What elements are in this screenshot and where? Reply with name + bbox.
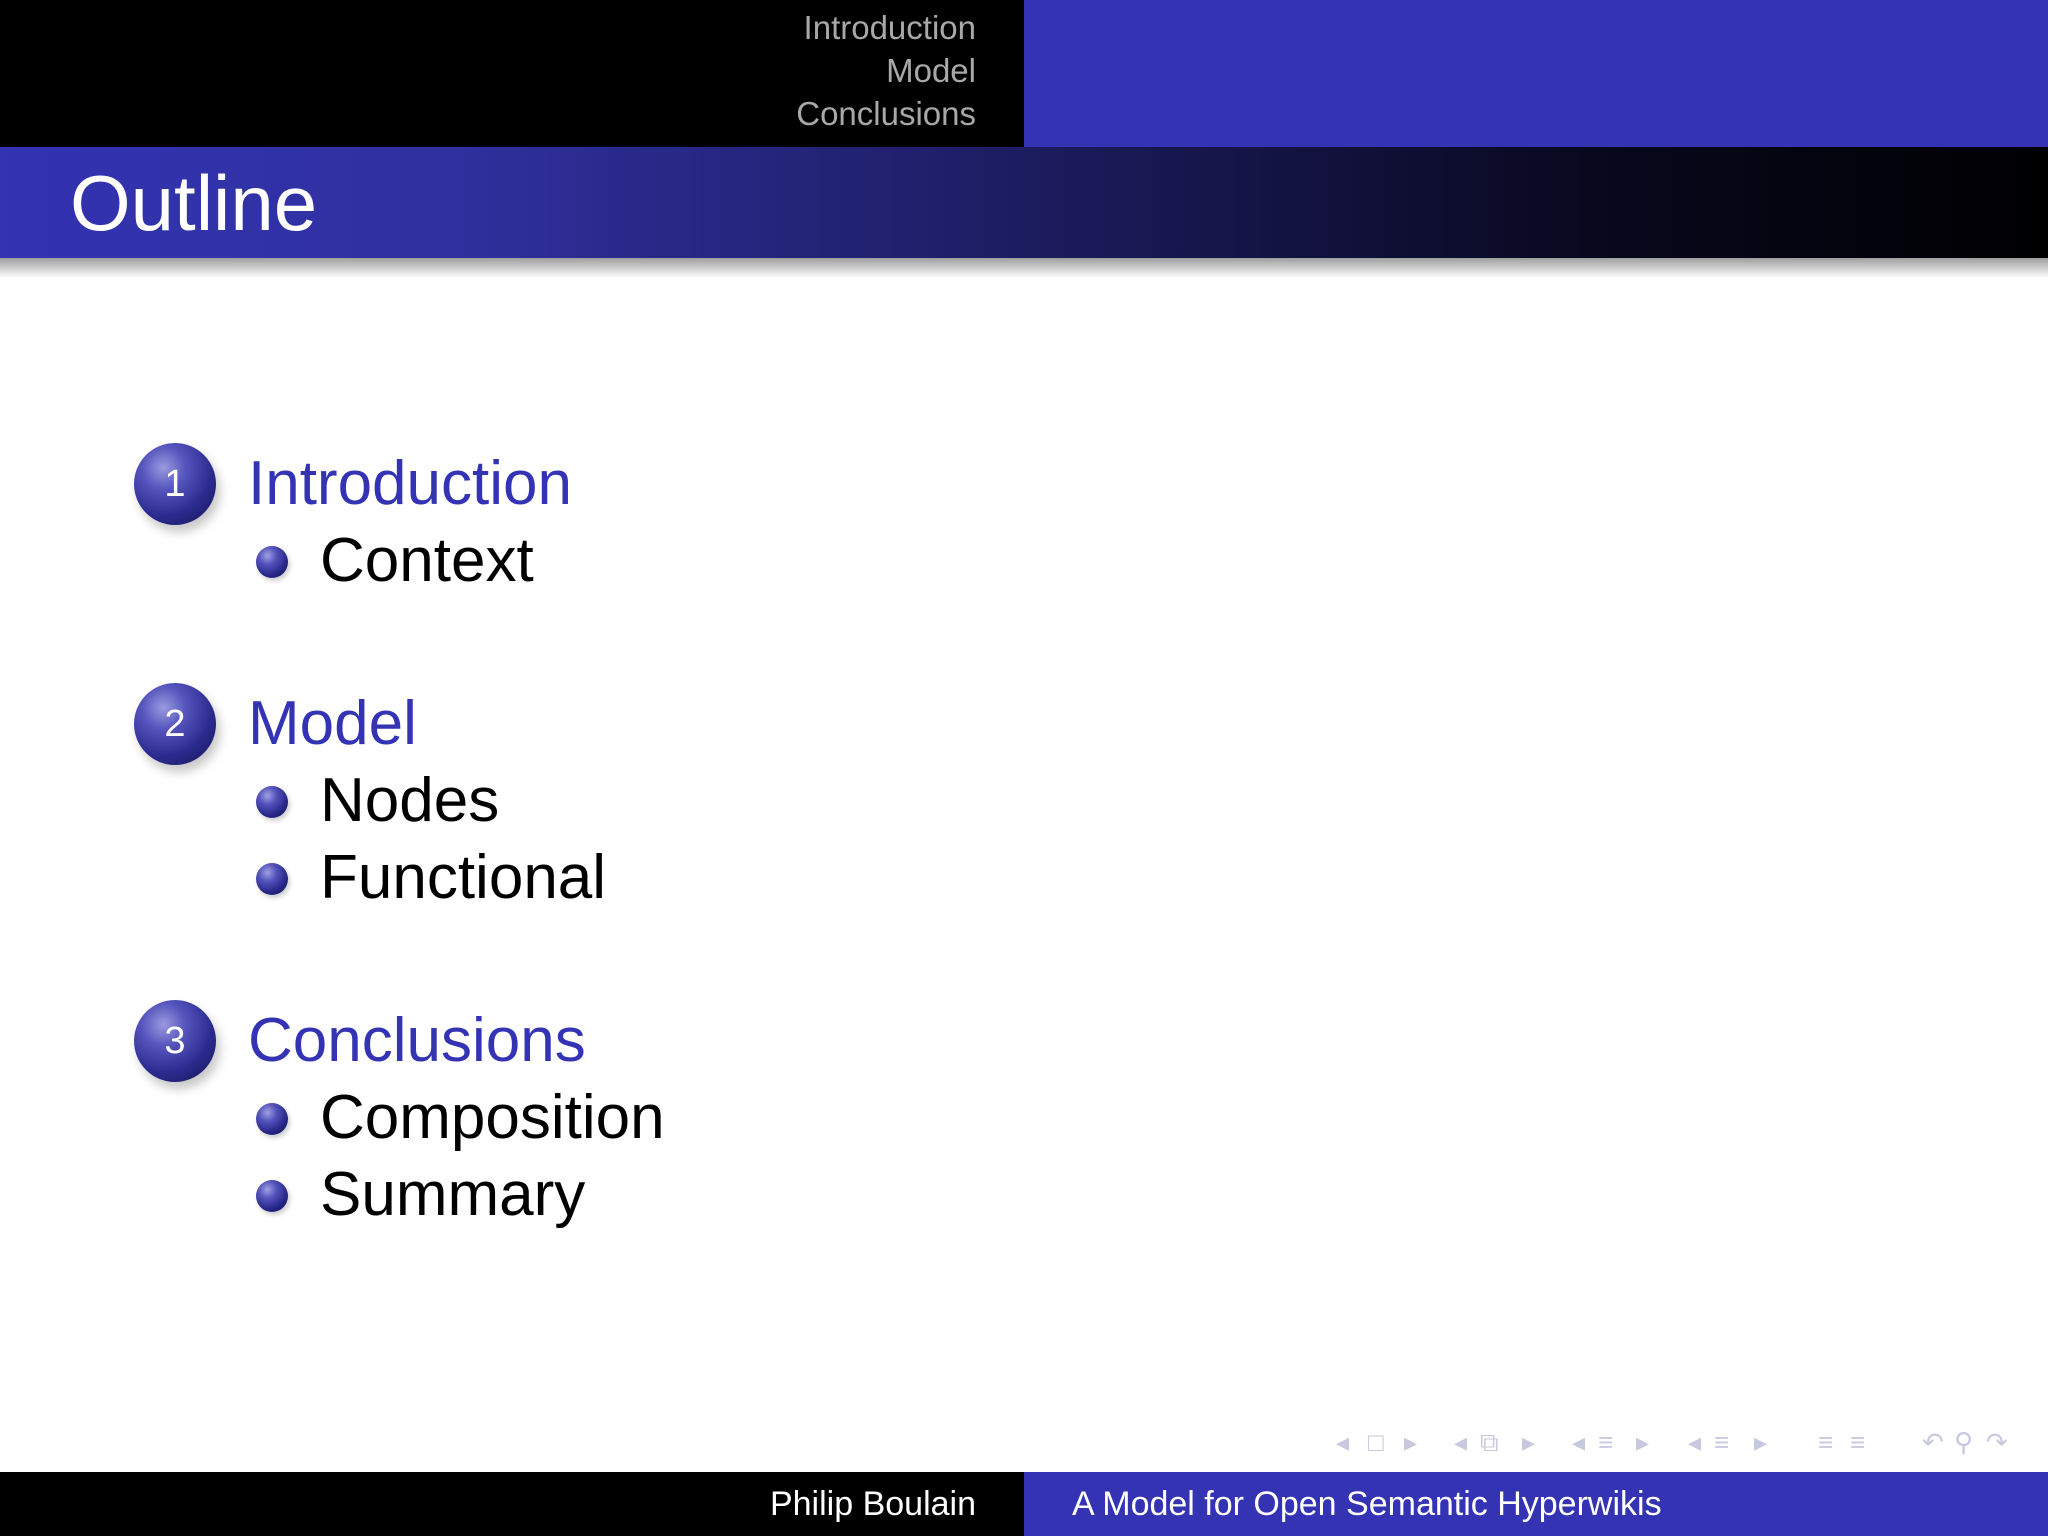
slide-icon[interactable]: □ (1368, 1427, 1384, 1457)
nav-section-introduction[interactable]: Introduction (803, 9, 976, 46)
toc-subsection-nodes[interactable]: Nodes (320, 766, 500, 835)
toc-section-conclusions[interactable]: Conclusions (248, 1006, 586, 1075)
bullet-icon (256, 1103, 288, 1135)
back-icon[interactable]: ↶ (1922, 1427, 1944, 1457)
footer-title-panel (1024, 1472, 2048, 1536)
navigation-symbols (1330, 1422, 2040, 1462)
header-section-panel (0, 0, 1024, 147)
toc-section-model[interactable]: Model (248, 689, 417, 758)
appendix-icon[interactable]: ≡ (1850, 1427, 1866, 1457)
document-icon[interactable]: ≡ (1818, 1427, 1834, 1457)
frame-icon[interactable]: ⧉ (1480, 1427, 1499, 1457)
footer-title: A Model for Open Semantic Hyperwikis (1072, 1485, 1662, 1523)
prev-subsection-icon[interactable]: ◂ (1572, 1427, 1586, 1457)
prev-slide-icon[interactable]: ◂ (1336, 1427, 1350, 1457)
next-frame-icon[interactable]: ▸ (1522, 1427, 1536, 1457)
toc-subsection-context[interactable]: Context (320, 526, 534, 595)
section-icon[interactable]: ≡ (1714, 1427, 1730, 1457)
section-number-ball-2: 2 (134, 683, 216, 765)
prev-section-icon[interactable]: ◂ (1688, 1427, 1702, 1457)
section-number-ball-3: 3 (134, 1000, 216, 1082)
next-slide-icon[interactable]: ▸ (1404, 1427, 1418, 1457)
toc-subsection-functional[interactable]: Functional (320, 843, 607, 912)
toc-subsection-composition[interactable]: Composition (320, 1083, 665, 1152)
header-subsection-panel (1024, 0, 2048, 147)
next-section-icon[interactable]: ▸ (1754, 1427, 1768, 1457)
frame-title-bar (0, 147, 2048, 258)
prev-frame-icon[interactable]: ◂ (1454, 1427, 1468, 1457)
footer-author: Philip Boulain (769, 1485, 976, 1523)
toc-section-introduction[interactable]: Introduction (248, 449, 572, 518)
bullet-icon (256, 786, 288, 818)
nav-section-conclusions[interactable]: Conclusions (796, 95, 976, 132)
next-subsection-icon[interactable]: ▸ (1636, 1427, 1650, 1457)
bullet-icon (256, 863, 288, 895)
nav-section-model[interactable]: Model (886, 52, 976, 89)
bullet-icon (256, 1180, 288, 1212)
bullet-icon (256, 546, 288, 578)
section-number-ball-1: 1 (134, 443, 216, 525)
subsection-icon[interactable]: ≡ (1598, 1427, 1614, 1457)
frame-title: Outline (70, 159, 318, 247)
title-bar-shadow (0, 258, 2048, 278)
footer-author-panel (0, 1472, 1024, 1536)
forward-icon[interactable]: ↷ (1986, 1427, 2008, 1457)
search-icon[interactable]: ⚲ (1954, 1427, 1974, 1457)
section-navigation (796, 6, 976, 135)
toc-subsection-summary[interactable]: Summary (320, 1160, 586, 1229)
